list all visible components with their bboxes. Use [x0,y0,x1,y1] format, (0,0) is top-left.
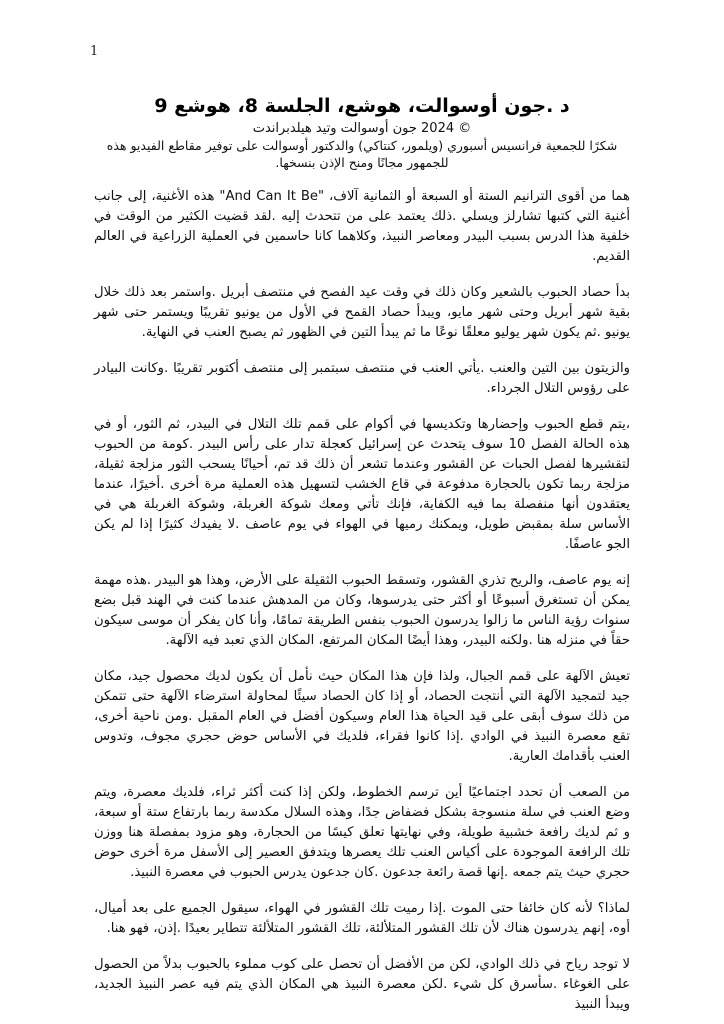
paragraph: لا توجد رياح في ذلك الوادي، لكن من الأفضل أن تحصل على كوب مملوء بالحبوب بدلاً من الحصول على الغوغاء .سأسرق كل شيء .لكن معصرة النبيذ هي المكان الذي يتم فيه عصر النبيذ الجديد، ويبدأ النبيذ [94,957,630,1012]
paragraph: بدأ حصاد الحبوب بالشعير وكان ذلك في وقت عيد الفصح في منتصف أبريل .واستمر بعد ذلك خلال بقية شهر أبريل وحتى شهر مايو، ويبدأ حصاد القمح في الأول من يونيو تقريبًا ويستمر حتى شهر يونيو .ثم يكون شهر يوليو معلقًا نوعًا ما ثم يبدأ التين في الظهور ثم يصبح العنب في النهاية. [94,285,630,340]
page-number: 1 [90,44,99,59]
paragraph: من الصعب أن تحدد اجتماعيًا أين ترسم الخطوط، ولكن إذا كنت أكثر ثراء، فلديك معصرة، ويتم وضع العنب في سلة منسوجة بشكل فضفاض جدًا، وهذه السلال مكدسة ربما بارتفاع ستة أو سبعة، و ثم لديك رافعة خشبية طويلة، وفي نهايتها تعلق كيسًا من الحجارة، وهو مزود بمفصلة هنا ووزن تلك الرافعة الموجودة على أكياس العنب تلك يعصرها ويتدفق العصير إلى الأسفل مرة أخرى حوض حجري حيث يتم جمعه .إنها قصة رائعة جدعون .كان جدعون يدرس الحبوب في معصرة النبيذ. [94,785,630,880]
document-body [94,92,630,1015]
paragraph: ،يتم قطع الحبوب وإحضارها وتكديسها في أكوام على قمم تلك التلال في البيدر، ثم الثور، أو في هذه الحالة الفصل 10 سوف يتحدث عن إسرائيل كعجلة تدار على رأس البيدر .كومة من الحبوب لتقشيرها لفصل الحبات عن القشور وعندما تشعر أن ذلك قد تم، أحيانًا يسحب الثور مزلجة ثقيلة، مزلجة ربما تكون بالحجارة مدفوعة في قاع الخشب لتسهيل هذه العملية مرة أخرى .أخيرًا، عندما يعتقدون أنها منفصلة بما فيه الكفاية، فإنك تأتي ومعك شوكة الغربلة، وشوكة الغربلة هي في الأساس سلة بمقبض طويل، ويمكنك رميها في الهواء في يوم عاصف .لا يفيدك كثيرًا إذا لم يكن الجو عاصفًا. [94,417,630,552]
document-title: د .جون أوسوالت، هوشع، الجلسة 8، هوشع 9 [154,95,570,117]
paragraph: هما من أقوى الترانيم الستة أو السبعة أو الثمانية آلاف، "And Can It Be" هذه الأغنية، إلى جانب أغنية التي كتبها تشارلز ويسلي .ذلك يعتمد على من تتحدث إليه .لقد قضيت الكثير من الوقت في خلفية هذا الدرس بسبب البيدر ومعاصر النبيذ، وكلاهما كانا حاسمين في العملية الزراعية في العالم القديم. [94,189,630,264]
acknowledgement: شكرًا للجمعية فرانسيس أسبوري (ويلمور، كنتاكي) والدكتور أوسوالت على توفير مقاطع الفيديو هذه للجمهور مجانًا ومنح الإذن بنسخها. [106,138,618,170]
paragraph: لماذا؟ لأنه كان خائفا حتى الموت .إذا رميت تلك القشور في الهواء، سيقول الجميع على بعد أميال، أوه، إنهم يدرسون هناك لأن تلك القشور المتلألئة، تلك القشور المتلألئة تتطاير بعيدًا .إذن، فهو هنا. [94,901,630,936]
paragraph: إنه يوم عاصف، والريح تذري القشور، وتسقط الحبوب الثقيلة على الأرض، وهذا هو البيدر .هذه مهمة يمكن أن تستغرق أسبوعًا أو أكثر حتى يدرسوها، وكان من المدهش عندما كنت في الهند قبل بضع سنوات رؤية الناس ما زالوا يدرسون الحبوب بنفس الطريقة تمامًا، وأنا كان يفكر أن موسى سيكون حقاً في منزله هنا .ولكنه البيدر، وهذا أيضًا المكان المرتفع، المكان الذي تعبد فيه الآلهة. [94,573,630,648]
paragraph: والزيتون بين التين والعنب .يأتي العنب في منتصف سبتمبر إلى منتصف أكتوبر تقريبًا .وكانت البيادر على رؤوس التلال الجرداء. [94,361,630,396]
paragraph: تعيش الآلهة على قمم الجبال، ولذا فإن هذا المكان حيث نأمل أن يكون لديك محصول جيد، مكان جيد لتمجيد الآلهة التي أنتجت الحصاد، أو إذا كان الحصاد سيئًا لمحاولة استرضاء الآلهة حتى تتمكن من ذلك سوف أبقى على قيد الحياة هذا العام وسيكون أفضل في العام المقبل .ومن ناحية أخرى، تقع معصرة النبيذ في الوادي .إذا كانوا فقراء، فلديك في الأساس حوض حجري مجوف، وتدوس العنب بأقدامك العارية. [94,669,630,764]
copyright-line: © 2024 جون أوسوالت وتيد هيلدبراندت [252,121,472,136]
